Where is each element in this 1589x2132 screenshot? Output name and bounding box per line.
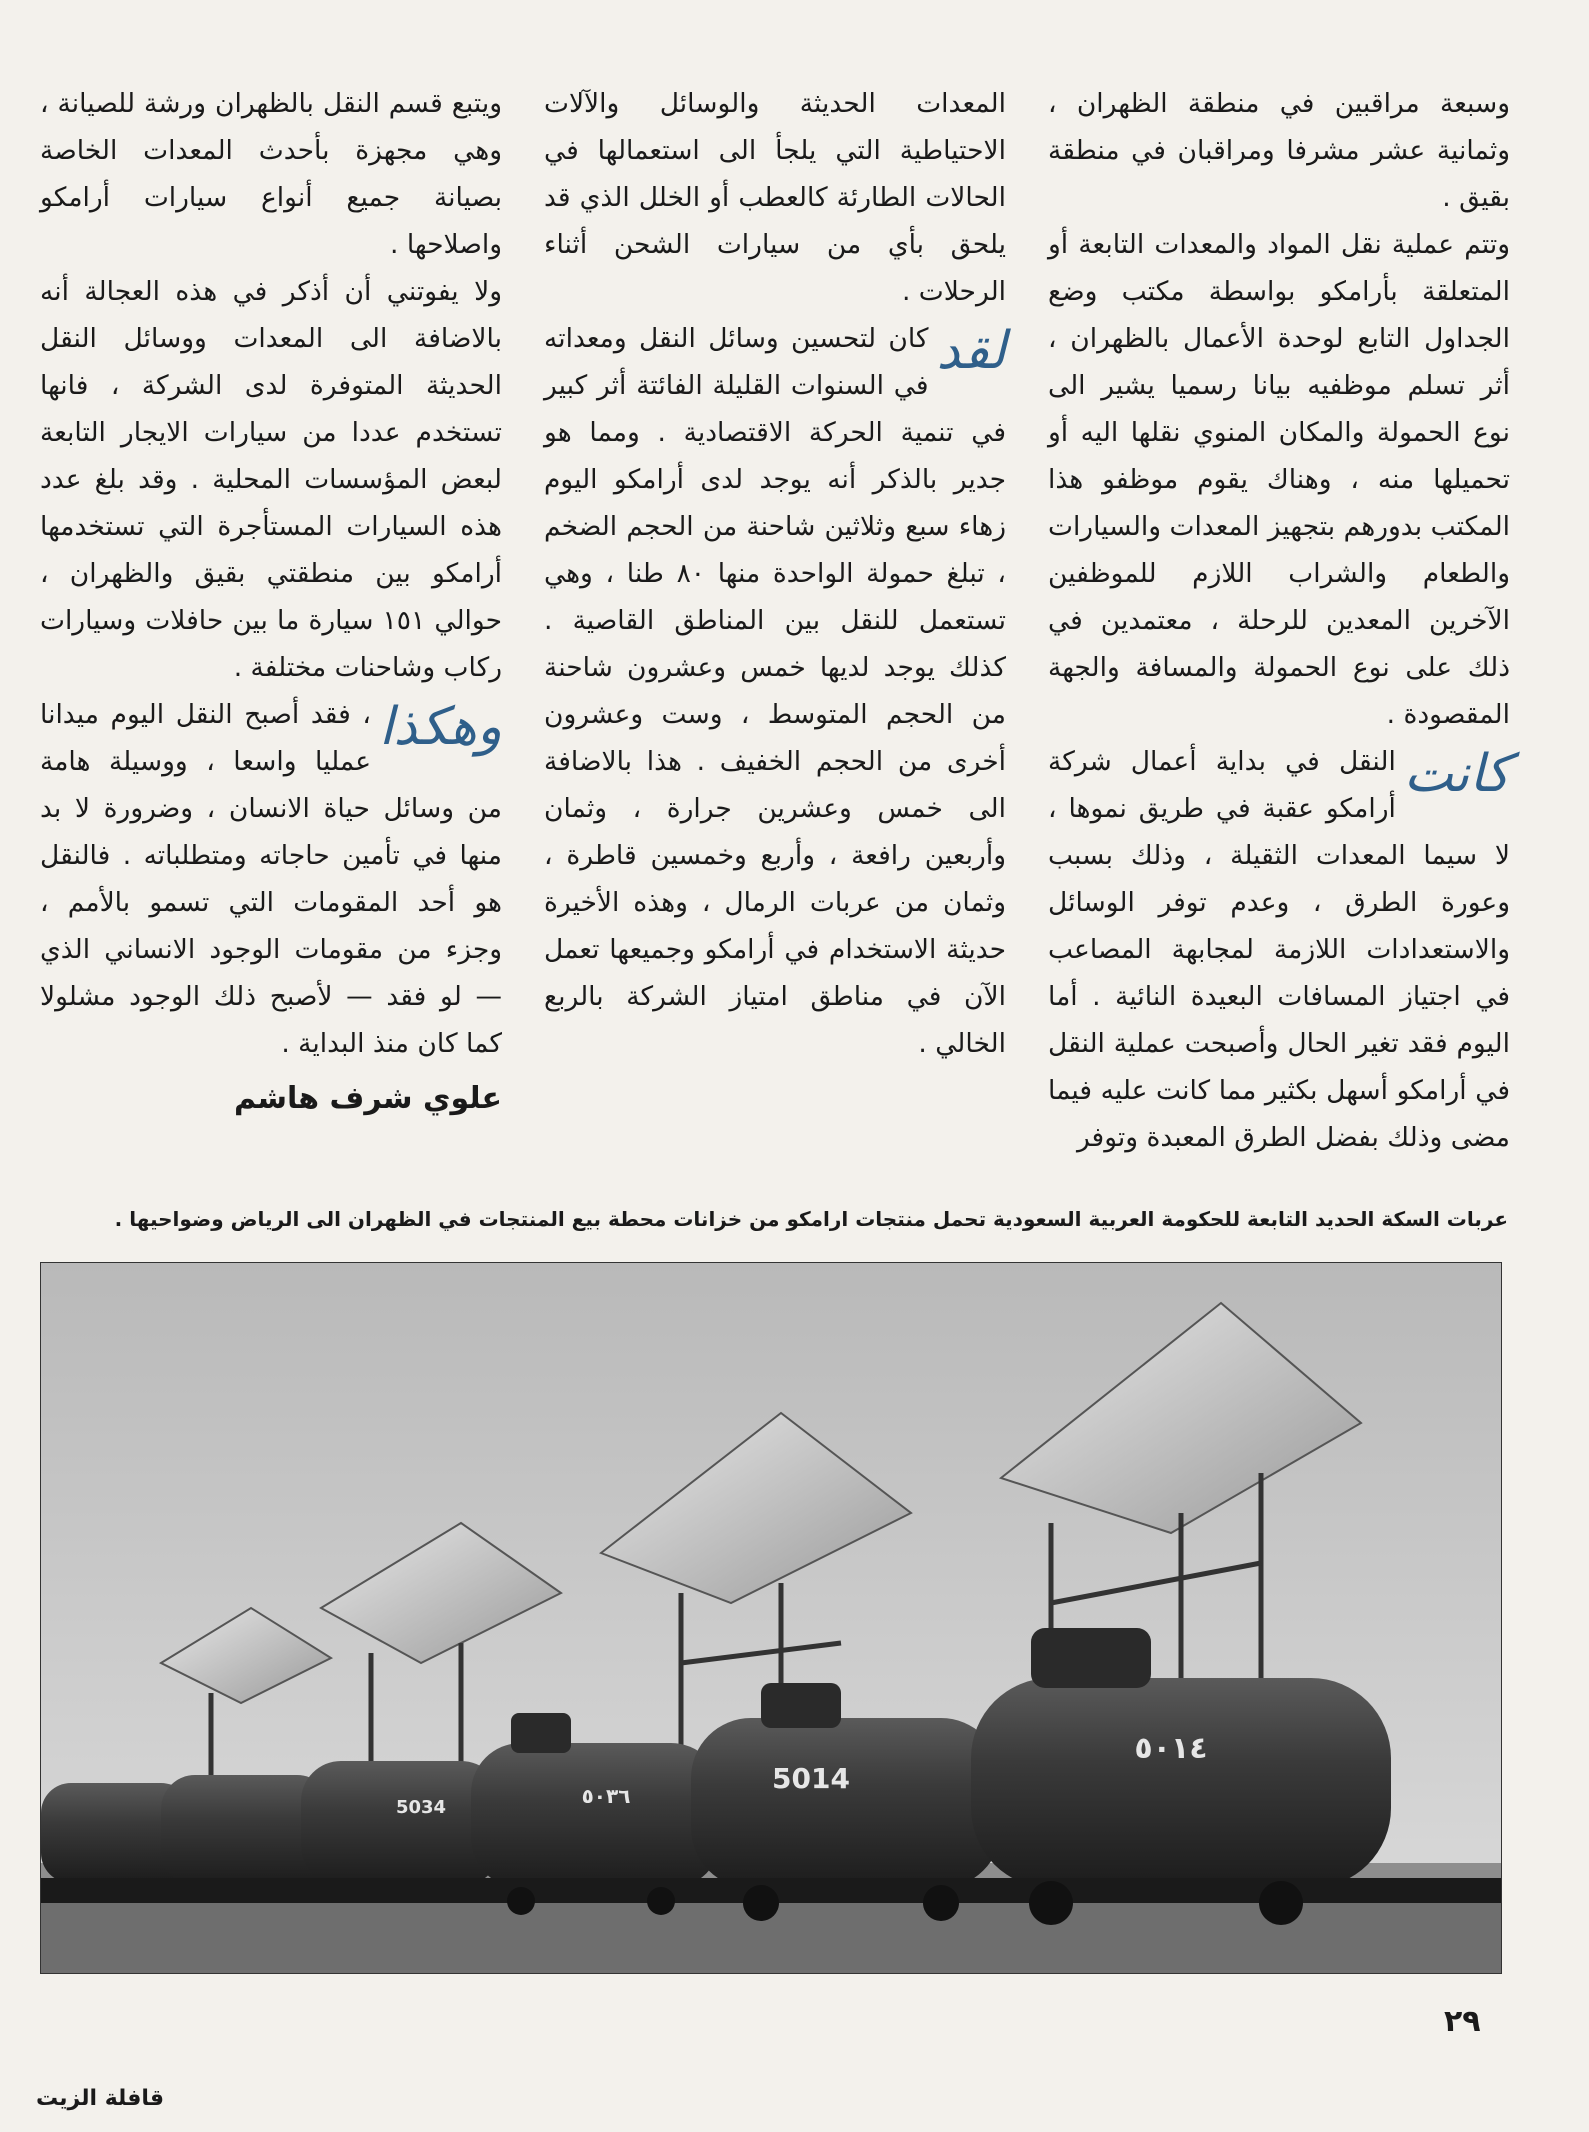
author-name: علوي شرف هاشم — [233, 1081, 502, 1116]
magazine-name: قافلة الزيت — [36, 2086, 165, 2111]
paragraph-text: ، فقد أصبح النقل اليوم ميدانا عمليا واسعا ، ووسيلة هامة من وسائل حياة الانسان ، وضرورة لا بد منها في تأمين حاجاته ومتطلباته . فالنقل هو أحد المقومات التي تسمو بالأمم ، وجزء من مقومات الوجود الانساني الذي — لو فقد — لأصبح ذلك الوجود مشلولا كما كان منذ البداية . — [40, 699, 502, 1059]
paragraph: ولا يفوتني أن أذكر في هذه العجالة أنه بالاضافة الى المعدات ووسائل النقل الحديثة المتوفرة لدى الشركة ، فانها تستخدم عددا من سيارات الايجار التابعة لبعض المؤسسات المحلية . وقد بلغ عدد هذه السيارات المستأجرة التي تستخدمها أرامكو بين منطقتي بقيق والظهران ، حوالي ١٥١ سيارة ما بين حافلات وسيارات ركاب وشاحنات مختلفة . — [40, 276, 502, 683]
paragraph: المعدات الحديثة والوسائل والآلات الاحتياطية التي يلجأ الى استعمالها في الحالات الطارئة كالعطب أو الخلل الذي قد يلحق بأي من سيارات الشحن أثناء الرحلات . — [544, 88, 1006, 307]
paragraph-text: النقل في بداية أعمال شركة أرامكو عقبة في طريق نموها ، لا سيما المعدات الثقيلة ، وذلك بسبب وعورة الطرق ، وعدم توفر الوسائل والاستعدادات اللازمة لمجابهة المصاعب في اجتياز المسافات البعيدة النائية . أما اليوم فقد تغير الحال وأصبحت عملية النقل في أرامكو أسهل بكثير مما كانت عليه فيما مضى وذلك بفضل الطرق المعبدة وتوفر — [1048, 746, 1510, 1153]
paragraph: ويتبع قسم النقل بالظهران ورشة للصيانة ، وهي مجهزة بأحدث المعدات الخاصة بصيانة جميع أنواع سيارات أرامكو واصلاحها . — [40, 88, 502, 260]
paragraph-text: كان لتحسين وسائل النقل ومعداته في السنوات القليلة الفائتة أثر كبير في تنمية الحركة الاقتصادية . ومما هو جدير بالذكر أنه يوجد لدى أرامكو اليوم زهاء سبع وثلاثين شاحنة من الحجم الضخم ، تبلغ حمولة الواحدة منها ٨٠ طنا ، وهي تستعمل للنقل بين المناطق القاصية . كذلك يوجد لديها خمس وعشرون شاحنة من الحجم المتوسط ، وست وعشرون أخرى من الحجم الخفيف . هذا بالاضافة الى خمس وعشرين جرارة ، وثمان وأربعين رافعة ، وأربع وخمسين قاطرة ، وثمان من عربات الرمال ، وهذه الأخيرة حديثة الاستخدام في أرامكو وجميعها تعمل الآن في مناطق امتياز الشركة بالربع الخالي . — [544, 323, 1006, 1059]
paragraph-with-initial — [1048, 738, 1510, 1161]
decorative-initial: لقد — [936, 321, 1006, 381]
column-middle — [544, 80, 1006, 1120]
paragraph-with-initial — [40, 691, 502, 1067]
paragraph: وسبعة مراقبين في منطقة الظهران ، وثمانية عشر مشرفا ومراقبان في منطقة بقيق . — [1048, 88, 1510, 213]
photo-illustration — [41, 1263, 1501, 1973]
decorative-initial: كانت — [1403, 744, 1510, 804]
paragraph-with-initial — [544, 315, 1006, 1067]
article-columns — [40, 80, 1510, 1153]
railway-tank-cars-photo — [40, 1262, 1502, 1974]
column-right — [1048, 80, 1510, 1153]
tank-number: 5034 — [395, 1797, 447, 1818]
tank-number: ٥٠٣٦ — [581, 1784, 631, 1808]
paragraph: وتتم عملية نقل المواد والمعدات التابعة أو المتعلقة بأرامكو بواسطة مكتب وضع الجداول التابع لوحدة الأعمال بالظهران ، أثر تسلم موظفيه بيانا رسميا يشير الى نوع الحمولة والمكان المنوي نقلها اليه أو تحميلها منه ، وهناك يقوم موظفو هذا المكتب بدورهم بتجهيز المعدات والسيارات والطعام والشراب اللازم للموظفين الآخرين المعدين للرحلة ، معتمدين في ذلك على نوع الحمولة والمسافة والجهة المقصودة . — [1048, 229, 1510, 730]
page-number: ٢٩ — [1444, 2004, 1481, 2039]
tank-number: ٥٠١٤ — [1134, 1731, 1208, 1766]
decorative-initial: وهكذا — [379, 697, 502, 757]
photo-caption: عربات السكة الحديد التابعة للحكومة العربية السعودية تحمل منتجات ارامكو من خزانات محطة بيع المنتجات في الظهران الى الرياض وضواحيها . — [114, 1207, 1508, 1231]
tank-number: 5014 — [772, 1762, 850, 1795]
column-left — [40, 80, 502, 1120]
